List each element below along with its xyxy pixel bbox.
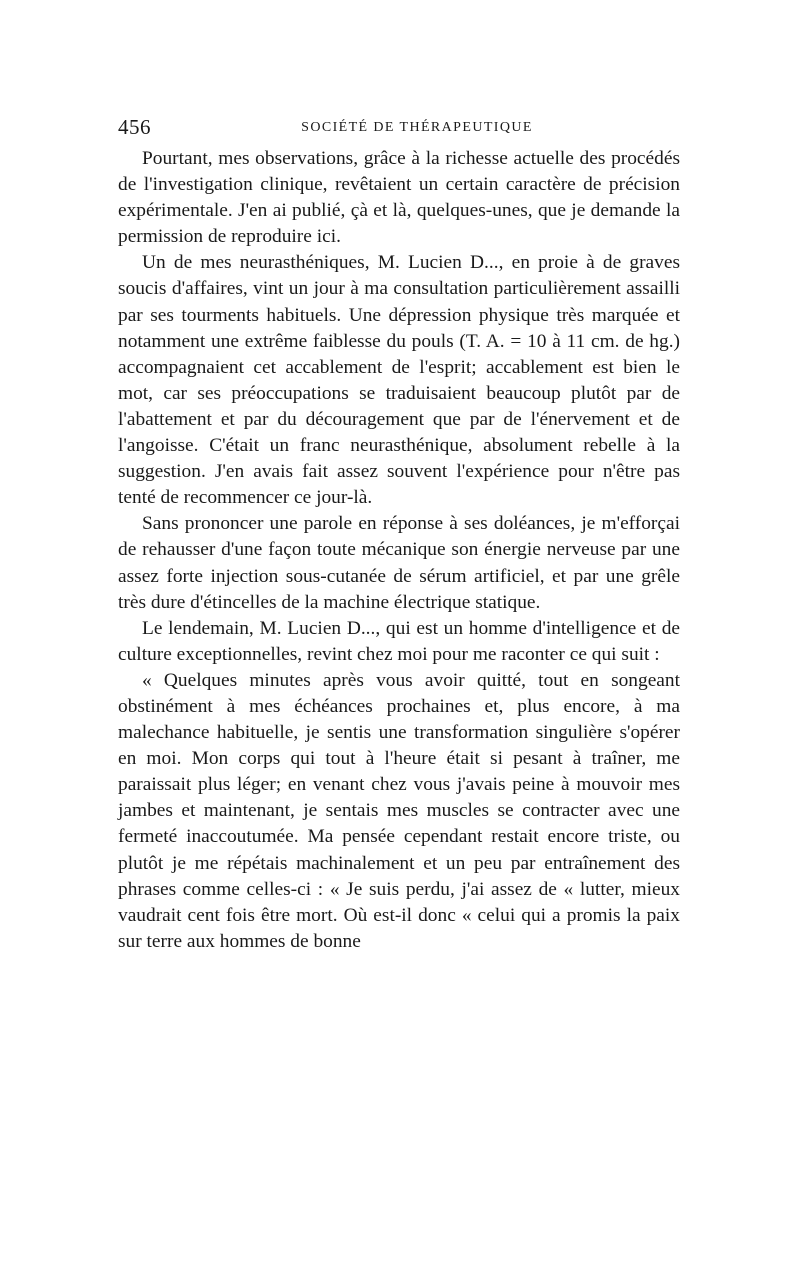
body-text	[118, 146, 680, 955]
running-title: SOCIÉTÉ DE THÉRAPEUTIQUE	[301, 120, 533, 135]
paragraph-2: Un de mes neurasthéniques, M. Lucien D..., en proie à de graves soucis d'affaires, vint un jour à ma consultation particulièrement assailli par ses tourments habituels. Une dépression physique très marquée et notamment une extrême faiblesse du pouls (T. A. = 10 à 11 cm. de hg.) accompagnaient cet accablement de l'esprit; accablement est bien le mot, car ses préoccupations se traduisaient beaucoup plutôt par de l'abattement et par du découragement que par de l'énervement et de l'angoisse. C'était un franc neurasthénique, absolument rebelle à la suggestion. J'en avais fait assez souvent l'expérience pour n'être pas tenté de recommencer ce jour-là.	[118, 252, 680, 509]
paragraph-3: Sans prononcer une parole en réponse à ses doléances, je m'efforçai de rehausser d'une façon toute mécanique son énergie nerveuse par une assez forte injection sous-cutanée de sérum artificiel, et par une grêle très dure d'étincelles de la machine électrique statique.	[118, 513, 680, 613]
page-header	[118, 114, 680, 144]
paragraph-4: Le lendemain, M. Lucien D..., qui est un homme d'intelligence et de culture exceptionnelles, revint chez moi pour me raconter ce qui suit :	[118, 617, 680, 665]
page-number: 456	[118, 115, 151, 139]
paragraph-1: Pourtant, mes observations, grâce à la richesse actuelle des procédés de l'investigation clinique, revêtaient un certain caractère de précision expérimentale. J'en ai publié, çà et là, quelques-unes, que je demande la permission de reproduire ici.	[118, 148, 680, 248]
paragraph-5-quotation: « Quelques minutes après vous avoir quitté, tout en songeant obstinément à mes échéances prochaines et, plus encore, à ma malechance habituelle, je sentis une transformation singulière s'opérer en moi. Mon corps qui tout à l'heure était si pesant à traîner, me paraissait plus léger; en venant chez vous j'avais peine à mouvoir mes jambes et maintenant, je sentais mes muscles se contracter avec une fermeté inaccoutumée. Ma pensée cependant restait encore triste, ou plutôt je me répétais machinalement et un peu par entraînement des phrases comme celles-ci : « Je suis perdu, j'ai assez de « lutter, mieux vaudrait cent fois être mort. Où est-il donc « celui qui a promis la paix sur terre aux hommes de bonne	[118, 669, 680, 952]
